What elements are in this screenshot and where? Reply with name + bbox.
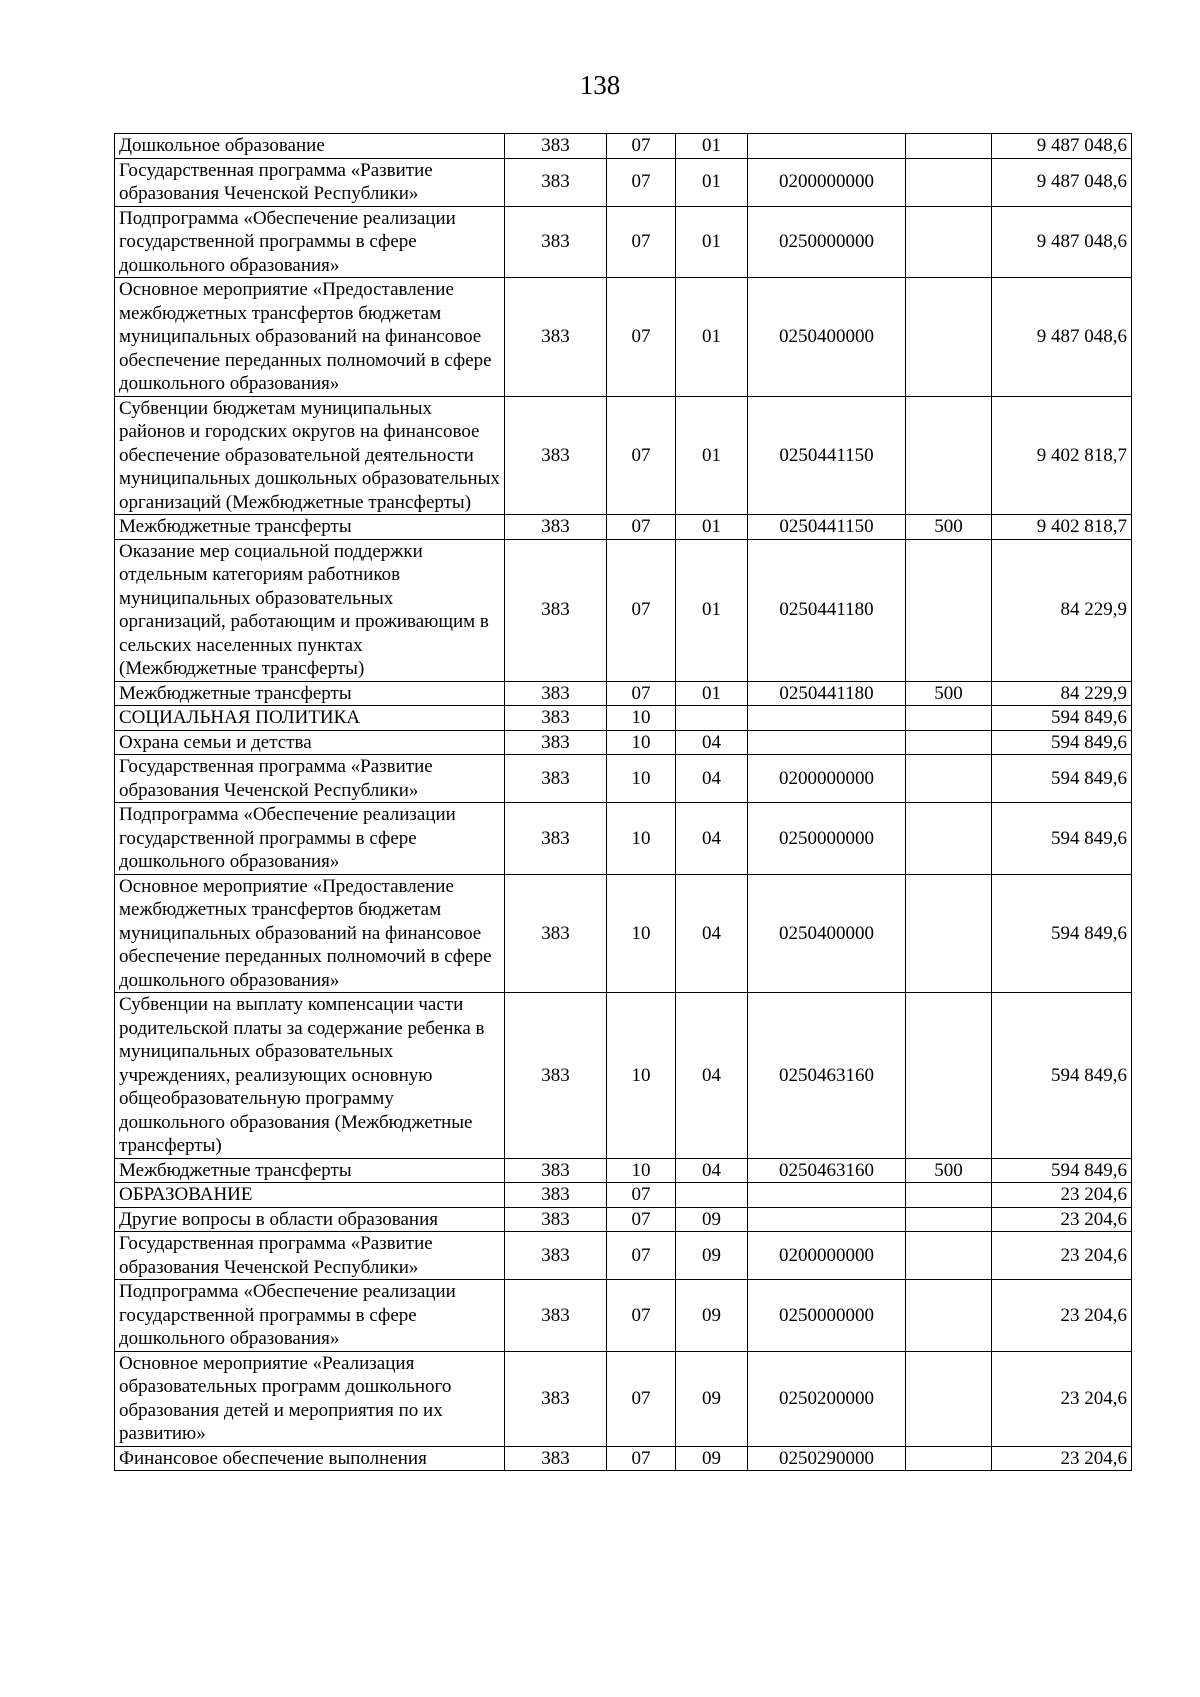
row-csr-cell: 0250200000 (748, 1351, 906, 1446)
row-rz-cell: 10 (607, 874, 676, 993)
row-sum-cell: 9 487 048,6 (992, 206, 1132, 278)
row-sum-cell: 23 204,6 (992, 1183, 1132, 1208)
row-name-cell: Другие вопросы в области образования (115, 1207, 505, 1232)
row-sum-cell: 9 487 048,6 (992, 278, 1132, 397)
row-vr-cell (906, 1183, 992, 1208)
row-rz-cell: 07 (607, 681, 676, 706)
budget-table (114, 133, 1132, 1471)
row-csr-cell: 0250441150 (748, 515, 906, 540)
row-sum-cell: 23 204,6 (992, 1351, 1132, 1446)
row-rz-cell: 07 (607, 1280, 676, 1352)
row-ved-cell: 383 (505, 681, 607, 706)
row-csr-cell (748, 1207, 906, 1232)
table-row (115, 1280, 1132, 1352)
row-csr-cell: 0250400000 (748, 278, 906, 397)
row-pr-cell: 09 (676, 1232, 748, 1280)
row-vr-cell (906, 874, 992, 993)
row-pr-cell (676, 1183, 748, 1208)
row-name-cell: Подпрограмма «Обеспечение реализации государственной программы в сфере дошкольного образования» (115, 1280, 505, 1352)
row-vr-cell (906, 1232, 992, 1280)
row-ved-cell: 383 (505, 134, 607, 159)
table-row (115, 396, 1132, 515)
row-csr-cell: 0250441180 (748, 539, 906, 681)
row-sum-cell: 594 849,6 (992, 803, 1132, 875)
row-name-cell: Основное мероприятие «Реализация образовательных программ дошкольного образования детей и мероприятия по их развитию» (115, 1351, 505, 1446)
row-csr-cell (748, 730, 906, 755)
row-pr-cell: 01 (676, 134, 748, 159)
row-csr-cell: 0250400000 (748, 874, 906, 993)
row-pr-cell: 01 (676, 539, 748, 681)
table-row (115, 539, 1132, 681)
table-row (115, 730, 1132, 755)
row-ved-cell: 383 (505, 278, 607, 397)
row-pr-cell: 01 (676, 158, 748, 206)
row-sum-cell: 594 849,6 (992, 1158, 1132, 1183)
row-rz-cell: 07 (607, 539, 676, 681)
row-ved-cell: 383 (505, 1183, 607, 1208)
row-vr-cell (906, 1280, 992, 1352)
row-ved-cell: 383 (505, 1446, 607, 1471)
table-row (115, 1446, 1132, 1471)
row-csr-cell (748, 134, 906, 159)
row-ved-cell: 383 (505, 803, 607, 875)
row-rz-cell: 07 (607, 278, 676, 397)
row-ved-cell: 383 (505, 539, 607, 681)
row-vr-cell (906, 1207, 992, 1232)
row-sum-cell: 23 204,6 (992, 1280, 1132, 1352)
table-row (115, 1207, 1132, 1232)
row-pr-cell: 01 (676, 206, 748, 278)
row-rz-cell: 10 (607, 803, 676, 875)
row-sum-cell: 594 849,6 (992, 730, 1132, 755)
row-name-cell: Финансовое обеспечение выполнения (115, 1446, 505, 1471)
row-name-cell: Государственная программа «Развитие образования Чеченской Республики» (115, 158, 505, 206)
row-rz-cell: 07 (607, 1446, 676, 1471)
row-ved-cell: 383 (505, 1232, 607, 1280)
row-ved-cell: 383 (505, 730, 607, 755)
row-vr-cell (906, 134, 992, 159)
row-name-cell: Государственная программа «Развитие образования Чеченской Республики» (115, 1232, 505, 1280)
table-row (115, 278, 1132, 397)
row-vr-cell (906, 755, 992, 803)
row-pr-cell: 09 (676, 1207, 748, 1232)
row-rz-cell: 10 (607, 706, 676, 731)
table-row (115, 206, 1132, 278)
row-pr-cell: 04 (676, 730, 748, 755)
row-vr-cell: 500 (906, 515, 992, 540)
row-csr-cell: 0200000000 (748, 755, 906, 803)
row-vr-cell (906, 993, 992, 1159)
row-name-cell: Субвенции на выплату компенсации части родительской платы за содержание ребенка в муниципальных образовательных учреждениях, реализующих основную общеобразовательную программу дошкольного образования (Межбюджетные трансферты) (115, 993, 505, 1159)
row-vr-cell (906, 1351, 992, 1446)
row-vr-cell (906, 706, 992, 731)
row-csr-cell (748, 1183, 906, 1208)
row-name-cell: Подпрограмма «Обеспечение реализации государственной программы в сфере дошкольного образования» (115, 206, 505, 278)
row-pr-cell: 04 (676, 993, 748, 1159)
row-ved-cell: 383 (505, 396, 607, 515)
row-rz-cell: 07 (607, 1351, 676, 1446)
row-vr-cell: 500 (906, 1158, 992, 1183)
row-name-cell: Основное мероприятие «Предоставление межбюджетных трансфертов бюджетам муниципальных образований на финансовое обеспечение переданных полномочий в сфере дошкольного образования» (115, 874, 505, 993)
table-row (115, 755, 1132, 803)
row-sum-cell: 594 849,6 (992, 706, 1132, 731)
row-pr-cell: 01 (676, 681, 748, 706)
table-row (115, 706, 1132, 731)
table-row (115, 1158, 1132, 1183)
row-sum-cell: 23 204,6 (992, 1207, 1132, 1232)
row-name-cell: СОЦИАЛЬНАЯ ПОЛИТИКА (115, 706, 505, 731)
row-sum-cell: 9 402 818,7 (992, 515, 1132, 540)
table-row (115, 993, 1132, 1159)
row-sum-cell: 23 204,6 (992, 1446, 1132, 1471)
row-csr-cell: 0250463160 (748, 1158, 906, 1183)
row-ved-cell: 383 (505, 158, 607, 206)
table-row (115, 515, 1132, 540)
row-ved-cell: 383 (505, 1207, 607, 1232)
row-name-cell: Межбюджетные трансферты (115, 1158, 505, 1183)
row-vr-cell (906, 158, 992, 206)
row-csr-cell: 0250000000 (748, 206, 906, 278)
row-ved-cell: 383 (505, 515, 607, 540)
row-name-cell: Межбюджетные трансферты (115, 515, 505, 540)
row-name-cell: Дошкольное образование (115, 134, 505, 159)
row-name-cell: Субвенции бюджетам муниципальных районов и городских округов на финансовое обеспечение образовательной деятельности муниципальных дошкольных образовательных организаций (Межбюджетные трансферты) (115, 396, 505, 515)
row-pr-cell: 01 (676, 515, 748, 540)
row-vr-cell (906, 396, 992, 515)
row-ved-cell: 383 (505, 993, 607, 1159)
row-rz-cell: 07 (607, 158, 676, 206)
row-csr-cell: 0250290000 (748, 1446, 906, 1471)
row-csr-cell: 0200000000 (748, 158, 906, 206)
row-name-cell: Основное мероприятие «Предоставление межбюджетных трансфертов бюджетам муниципальных образований на финансовое обеспечение переданных полномочий в сфере дошкольного образования» (115, 278, 505, 397)
row-vr-cell (906, 278, 992, 397)
row-pr-cell: 04 (676, 874, 748, 993)
row-ved-cell: 383 (505, 206, 607, 278)
row-pr-cell: 09 (676, 1446, 748, 1471)
row-pr-cell: 09 (676, 1280, 748, 1352)
row-sum-cell: 9 487 048,6 (992, 158, 1132, 206)
row-ved-cell: 383 (505, 706, 607, 731)
row-rz-cell: 10 (607, 730, 676, 755)
table-row (115, 803, 1132, 875)
row-pr-cell: 01 (676, 396, 748, 515)
row-rz-cell: 07 (607, 1207, 676, 1232)
row-rz-cell: 07 (607, 1232, 676, 1280)
row-sum-cell: 594 849,6 (992, 874, 1132, 993)
row-csr-cell: 0250000000 (748, 803, 906, 875)
row-pr-cell: 04 (676, 1158, 748, 1183)
row-vr-cell: 500 (906, 681, 992, 706)
row-pr-cell: 04 (676, 755, 748, 803)
page-number: 138 (579, 70, 621, 100)
row-csr-cell: 0250441150 (748, 396, 906, 515)
row-rz-cell: 10 (607, 755, 676, 803)
row-sum-cell: 9 402 818,7 (992, 396, 1132, 515)
row-vr-cell (906, 1446, 992, 1471)
row-rz-cell: 07 (607, 396, 676, 515)
row-csr-cell (748, 706, 906, 731)
row-ved-cell: 383 (505, 755, 607, 803)
table-row (115, 874, 1132, 993)
row-csr-cell: 0250000000 (748, 1280, 906, 1352)
row-csr-cell: 0200000000 (748, 1232, 906, 1280)
row-csr-cell: 0250441180 (748, 681, 906, 706)
row-rz-cell: 07 (607, 515, 676, 540)
row-sum-cell: 9 487 048,6 (992, 134, 1132, 159)
row-rz-cell: 07 (607, 134, 676, 159)
row-pr-cell: 09 (676, 1351, 748, 1446)
row-name-cell: Оказание мер социальной поддержки отдельным категориям работников муниципальных образовательных организаций, работающим и проживающим в сельских населенных пунктах (Межбюджетные трансферты) (115, 539, 505, 681)
row-sum-cell: 594 849,6 (992, 993, 1132, 1159)
row-ved-cell: 383 (505, 874, 607, 993)
table-row (115, 134, 1132, 159)
row-sum-cell: 84 229,9 (992, 539, 1132, 681)
table-row (115, 158, 1132, 206)
row-pr-cell: 04 (676, 803, 748, 875)
row-rz-cell: 07 (607, 206, 676, 278)
table-row (115, 1183, 1132, 1208)
row-rz-cell: 10 (607, 1158, 676, 1183)
row-name-cell: Государственная программа «Развитие образования Чеченской Республики» (115, 755, 505, 803)
row-vr-cell (906, 206, 992, 278)
row-pr-cell: 01 (676, 278, 748, 397)
row-vr-cell (906, 539, 992, 681)
row-vr-cell (906, 730, 992, 755)
row-rz-cell: 07 (607, 1183, 676, 1208)
row-rz-cell: 10 (607, 993, 676, 1159)
table-row (115, 681, 1132, 706)
row-csr-cell: 0250463160 (748, 993, 906, 1159)
row-ved-cell: 383 (505, 1158, 607, 1183)
row-sum-cell: 23 204,6 (992, 1232, 1132, 1280)
table-row (115, 1351, 1132, 1446)
row-sum-cell: 594 849,6 (992, 755, 1132, 803)
row-ved-cell: 383 (505, 1280, 607, 1352)
row-pr-cell (676, 706, 748, 731)
row-sum-cell: 84 229,9 (992, 681, 1132, 706)
row-name-cell: Межбюджетные трансферты (115, 681, 505, 706)
budget-table-body (115, 134, 1132, 1471)
table-row (115, 1232, 1132, 1280)
row-vr-cell (906, 803, 992, 875)
row-name-cell: ОБРАЗОВАНИЕ (115, 1183, 505, 1208)
row-ved-cell: 383 (505, 1351, 607, 1446)
row-name-cell: Подпрограмма «Обеспечение реализации государственной программы в сфере дошкольного образования» (115, 803, 505, 875)
row-name-cell: Охрана семьи и детства (115, 730, 505, 755)
